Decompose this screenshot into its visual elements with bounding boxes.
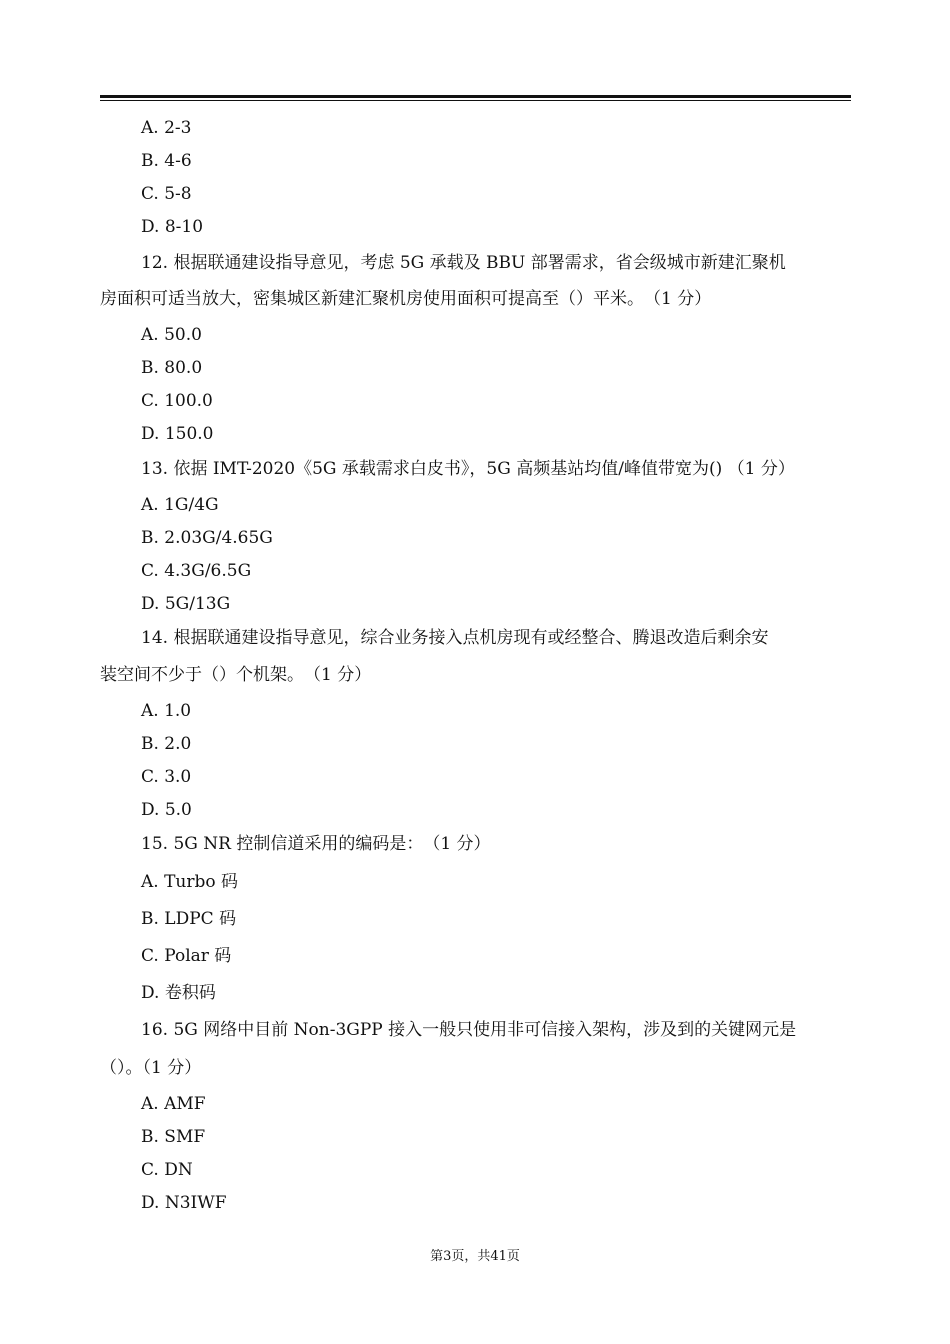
q14-option-a: A. 1.0 xyxy=(141,701,192,721)
q16-option-d: D. N3IWF xyxy=(141,1193,227,1213)
header-rule-thick xyxy=(100,95,851,98)
q13-option-a: A. 1G/4G xyxy=(141,495,219,515)
q11-option-a: A. 2-3 xyxy=(141,118,192,138)
q16-stem-line-1: 16. 5G 网络中目前 Non-3GPP 接入一般只使用非可信接入架构，涉及到的关键网元是 xyxy=(141,1020,797,1040)
header-rule-thin xyxy=(100,100,851,101)
q14-stem-line-1: 14. 根据联通建设指导意见，综合业务接入点机房现有或经整合、腾退改造后剩余安 xyxy=(141,628,769,648)
q12-stem-line-1: 12. 根据联通建设指导意见，考虑 5G 承载及 BBU 部署需求，省会级城市新建汇聚机 xyxy=(141,253,786,273)
q14-option-c: C. 3.0 xyxy=(141,767,192,787)
q15-stem: 15. 5G NR 控制信道采用的编码是： （1 分） xyxy=(141,834,491,854)
q11-option-b: B. 4-6 xyxy=(141,151,192,171)
q12-option-a: A. 50.0 xyxy=(141,325,202,345)
q12-option-b: B. 80.0 xyxy=(141,358,203,378)
page-number-footer: 第3页，共41页 xyxy=(430,1249,520,1264)
q13-option-c: C. 4.3G/6.5G xyxy=(141,561,252,581)
q12-stem-line-2: 房面积可适当放大，密集城区新建汇聚机房使用面积可提高至（）平米。 （1 分） xyxy=(100,289,712,309)
q16-option-c: C. DN xyxy=(141,1160,193,1180)
q15-option-c: C. Polar 码 xyxy=(141,946,232,966)
q15-option-b: B. LDPC 码 xyxy=(141,909,237,929)
q15-option-d: D. 卷积码 xyxy=(141,983,216,1003)
q13-option-d: D. 5G/13G xyxy=(141,594,231,614)
q11-option-d: D. 8-10 xyxy=(141,217,204,237)
q15-option-a: A. Turbo 码 xyxy=(141,872,239,892)
q11-option-c: C. 5-8 xyxy=(141,184,192,204)
q12-option-c: C. 100.0 xyxy=(141,391,213,411)
q14-option-d: D. 5.0 xyxy=(141,800,192,820)
q16-option-a: A. AMF xyxy=(141,1094,206,1114)
q16-option-b: B. SMF xyxy=(141,1127,206,1147)
q13-stem: 13. 依据 IMT-2020《5G 承载需求白皮书》，5G 高频基站均值/峰值带宽为() （1 分） xyxy=(141,459,795,479)
q13-option-b: B. 2.03G/4.65G xyxy=(141,528,273,548)
q14-stem-line-2: 装空间不少于（）个机架。 （1 分） xyxy=(100,665,372,685)
q16-stem-line-2: （）。（1 分） xyxy=(100,1058,202,1078)
q12-option-d: D. 150.0 xyxy=(141,424,214,444)
q14-option-b: B. 2.0 xyxy=(141,734,192,754)
